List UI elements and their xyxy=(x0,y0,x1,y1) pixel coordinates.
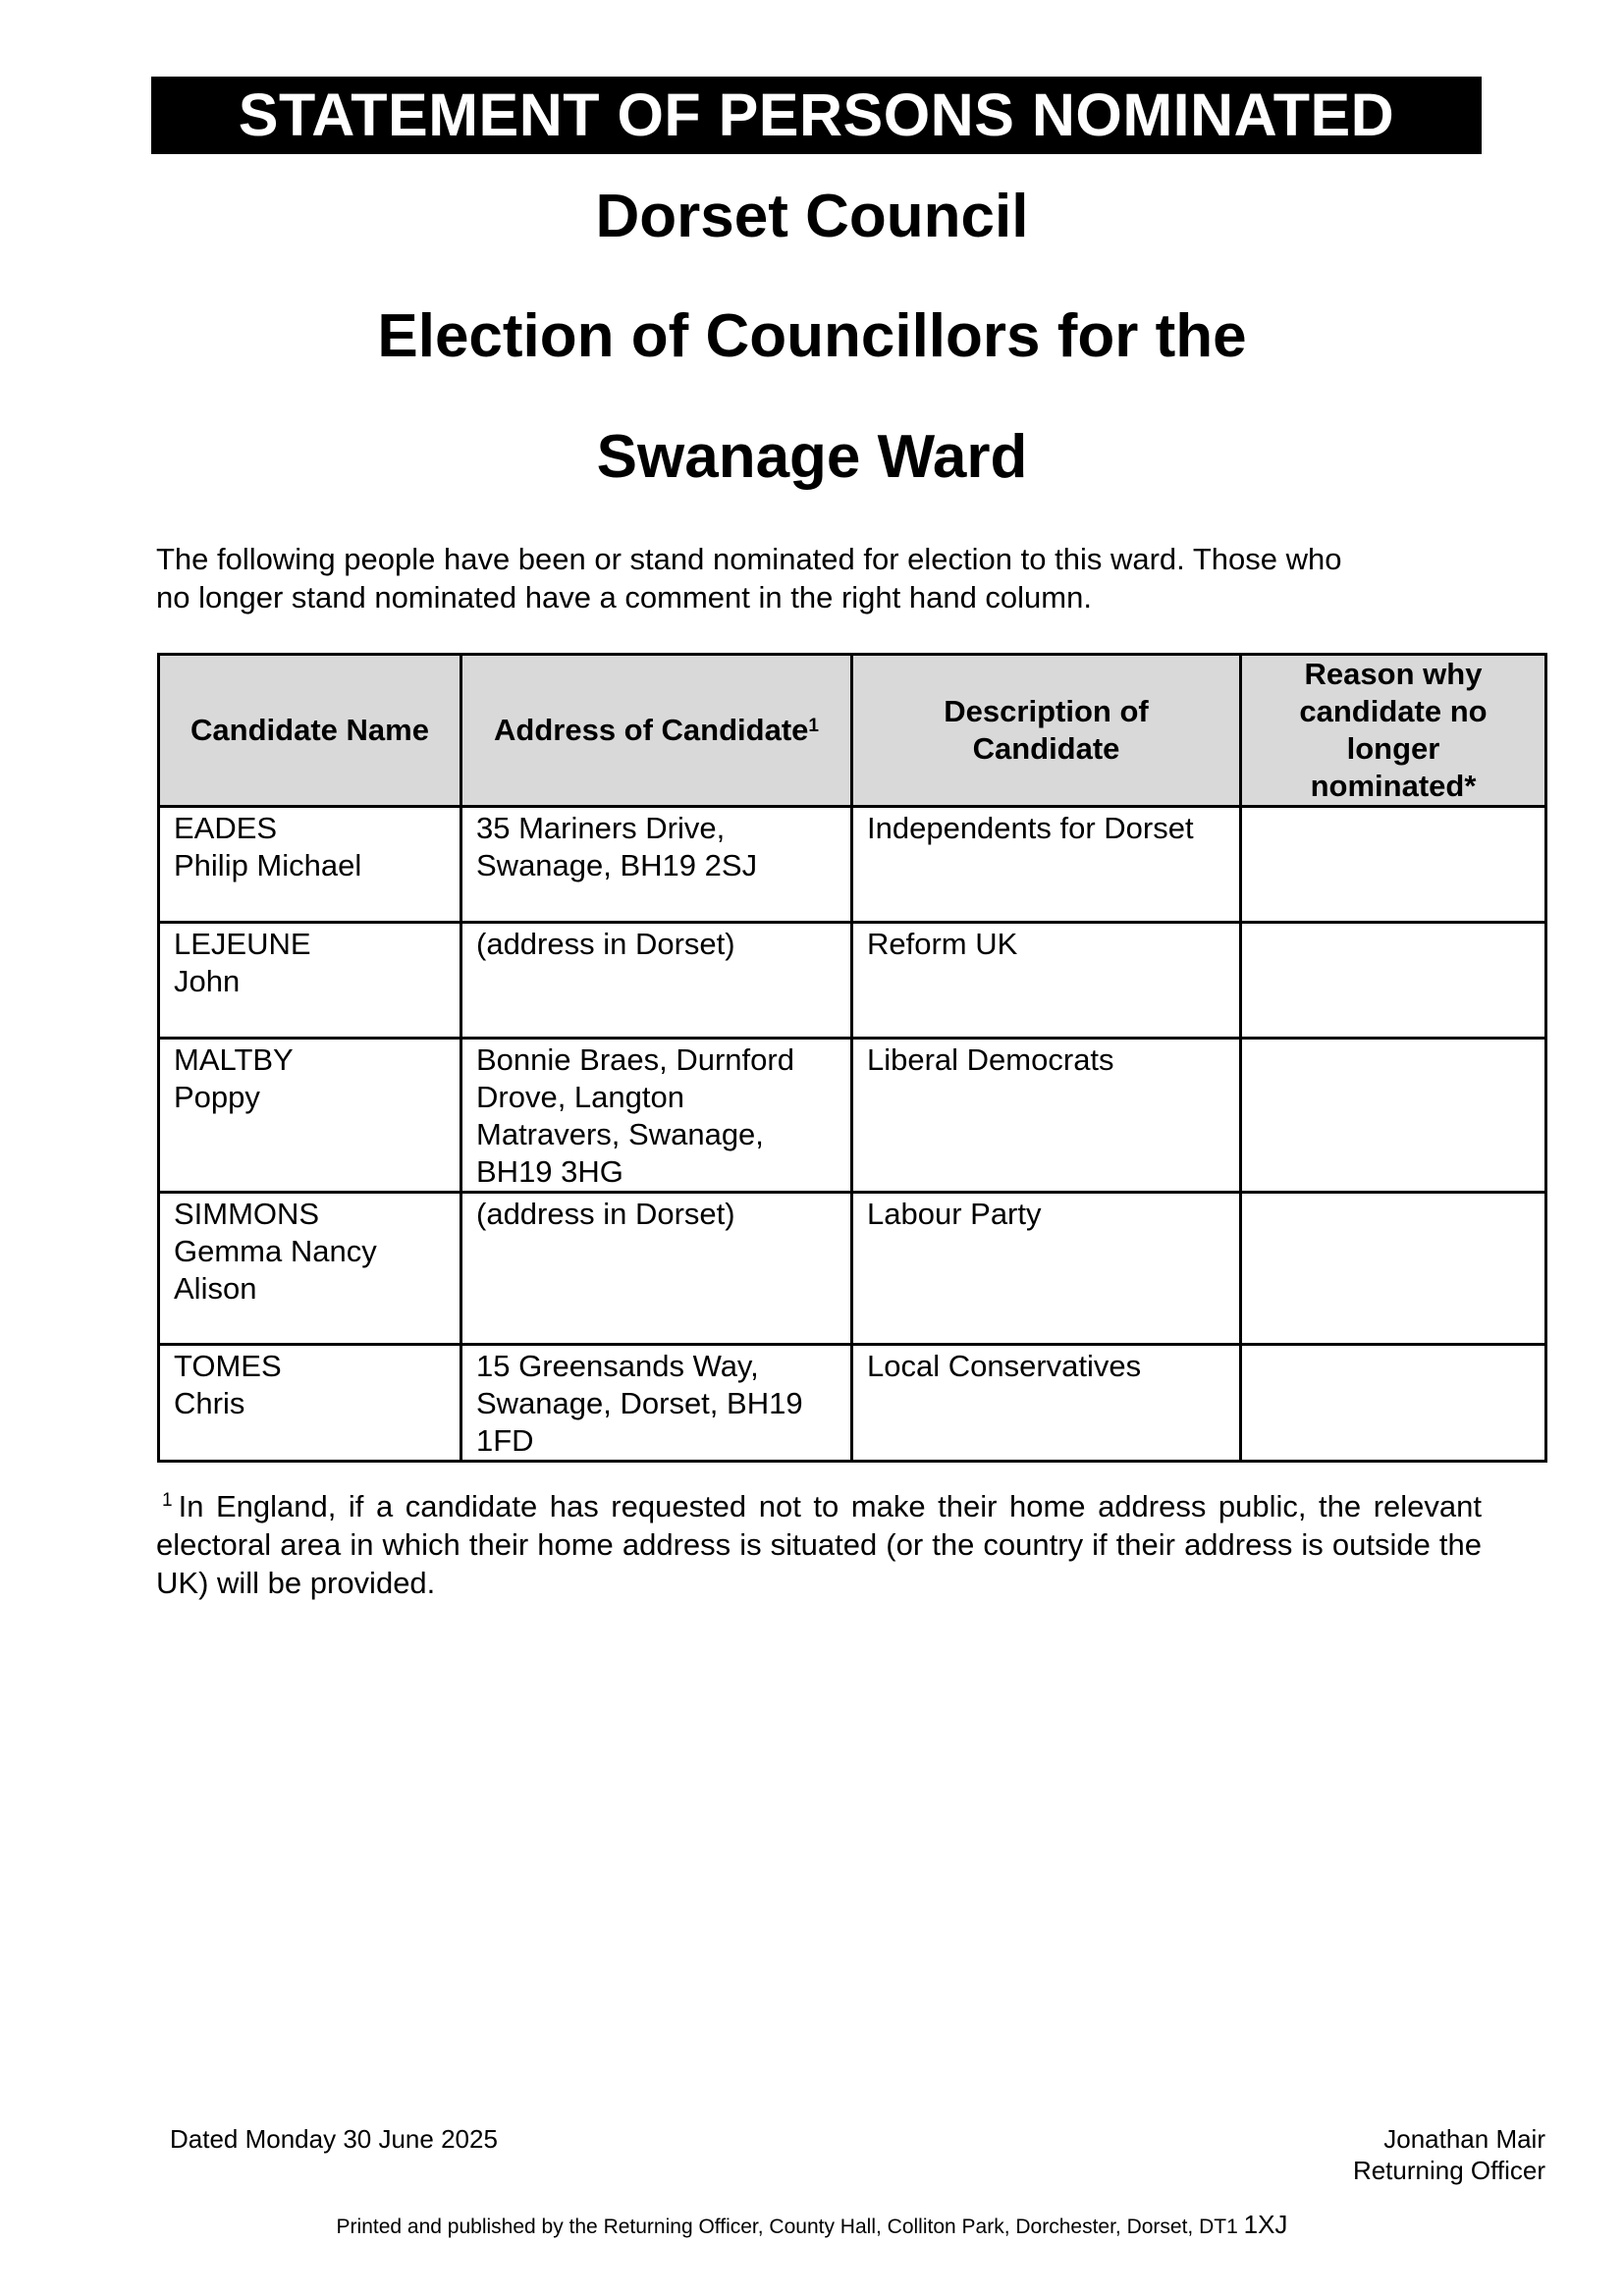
dated-line: Dated Monday 30 June 2025 xyxy=(170,2124,498,2154)
candidate-address-cell: 35 Mariners Drive, Swanage, BH19 2SJ xyxy=(461,807,852,923)
candidate-surname: EADES xyxy=(174,811,278,845)
candidate-address-cell: (address in Dorset) xyxy=(461,923,852,1039)
intro-line: no longer stand nominated have a comment in the right hand column. xyxy=(156,580,1092,614)
statement-title-banner: STATEMENT OF PERSONS NOMINATED xyxy=(151,77,1482,154)
ward-heading: Swanage Ward xyxy=(596,423,1028,491)
candidate-surname: TOMES xyxy=(174,1349,282,1383)
candidate-forenames: Gemma Nancy xyxy=(174,1234,377,1268)
candidate-description-cell: Local Conservatives xyxy=(852,1345,1241,1462)
candidate-address-cell: (address in Dorset) xyxy=(461,1193,852,1345)
imprint-line xyxy=(0,2210,1624,2242)
imprint-postcode-tail: 1XJ xyxy=(1243,2210,1288,2239)
candidate-forenames: Alison xyxy=(174,1271,257,1306)
candidate-name-cell xyxy=(159,923,461,1039)
candidate-reason-cell xyxy=(1241,1039,1546,1193)
candidate-surname: SIMMONS xyxy=(174,1197,320,1231)
header-reason: Reason why candidate no longer nominated* xyxy=(1241,655,1546,807)
footnote-marker: 1 xyxy=(162,1489,173,1511)
candidate-description-cell: Independents for Dorset xyxy=(852,807,1241,923)
table-row xyxy=(159,1193,1546,1345)
candidate-forenames: Poppy xyxy=(174,1080,260,1114)
officer-title: Returning Officer xyxy=(1352,2156,1545,2185)
officer-name: Jonathan Mair xyxy=(1383,2124,1545,2154)
candidate-name-cell xyxy=(159,807,461,923)
candidate-name-cell xyxy=(159,1193,461,1345)
candidate-reason-cell xyxy=(1241,923,1546,1039)
candidate-surname: MALTBY xyxy=(174,1042,294,1077)
candidate-reason-cell xyxy=(1241,1193,1546,1345)
election-heading: Election of Councillors for the xyxy=(377,302,1247,370)
candidate-address-cell: 15 Greensands Way, Swanage, Dorset, BH19 1FD xyxy=(461,1345,852,1462)
council-heading: Dorset Council xyxy=(595,183,1029,250)
candidates-table xyxy=(157,653,1547,1463)
candidate-description-cell: Liberal Democrats xyxy=(852,1039,1241,1193)
table-row xyxy=(159,923,1546,1039)
header-description: Description of Candidate xyxy=(852,655,1241,807)
candidate-reason-cell xyxy=(1241,807,1546,923)
table-row xyxy=(159,1345,1546,1462)
candidate-description-cell: Labour Party xyxy=(852,1193,1241,1345)
candidate-surname: LEJEUNE xyxy=(174,927,311,961)
candidate-description-cell: Reform UK xyxy=(852,923,1241,1039)
candidate-forenames: Chris xyxy=(174,1386,245,1420)
candidate-forenames: John xyxy=(174,964,241,998)
header-address: Address of Candidate$^1$ xyxy=(461,655,852,807)
candidate-name-cell xyxy=(159,1039,461,1193)
address-footnote xyxy=(156,1487,1482,1602)
table-row xyxy=(159,1039,1546,1193)
intro-line: The following people have been or stand nominated for election to this ward. Those who xyxy=(156,542,1342,576)
candidate-name-cell xyxy=(159,1345,461,1462)
footnote-text: In England, if a candidate has requested not to make their home address public, the relevant electoral area in which their home address is situated (or the country if their address is outside the UK) will be provided. xyxy=(156,1489,1482,1600)
table-header-row xyxy=(159,655,1546,807)
table-row xyxy=(159,807,1546,923)
candidate-address-cell: Bonnie Braes, Durnford Drove, Langton Matravers, Swanage, BH19 3HG xyxy=(461,1039,852,1193)
footnote-marker: 1 xyxy=(808,715,819,736)
intro-paragraph xyxy=(156,540,1550,616)
returning-officer-signature xyxy=(1353,2123,1545,2186)
candidate-forenames: Philip Michael xyxy=(174,848,362,882)
header-candidate-name: Candidate Name xyxy=(159,655,461,807)
imprint-text: Printed and published by the Returning Officer, County Hall, Colliton Park, Dorchester, Dorset, DT1 xyxy=(336,2216,1238,2238)
candidate-reason-cell xyxy=(1241,1345,1546,1462)
